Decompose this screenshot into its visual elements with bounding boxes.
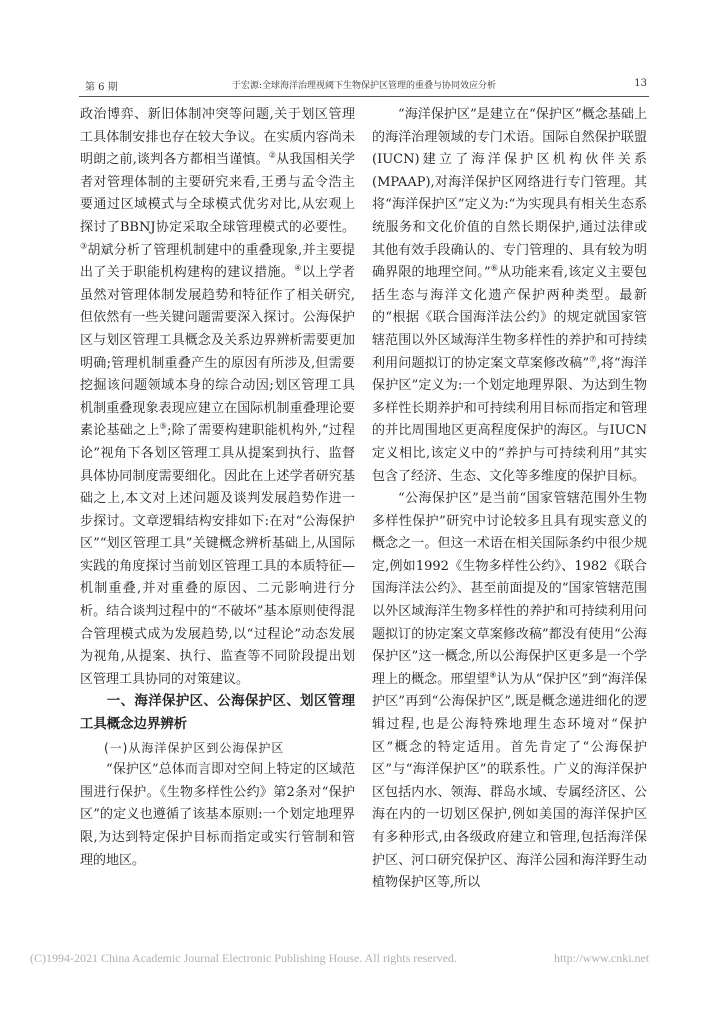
paragraph: 政治博弈、新旧体制冲突等问题,关于划区管理工具体制安排也存在较大争议。在实质内容尚未明朗之前,谈判各方都相当谨慎。②从我国相关学者对管理体制的主要研究来看,王勇与孟令浩主要通过区域模式与全球模式优劣对比,从宏观上探讨了BBNJ协定采取全球管理模式的必要性。③胡斌分析了管理机制建中的重叠现象,并主要提出了关于职能机构建构的建议措施。④以上学者虽然对管理体制发展趋势和特征作了相关研究,但依然有一些关键问题需要深入探讨。公海保护区与划区管理工具概念及关系边界辨析需要更加明确;管理机制重叠产生的原因有所涉及,但需要挖掘该问题领域本身的综合动因;划区管理工具机制重叠现象表现应建立在国际机制重叠理论要素论基础之上⑤;除了需要构建职能机构外,“过程论”视角下各划区管理工具从提案到执行、监督具体协同制度需要细化。因此在上述学者研究基础之上,本文对上述问题及谈判发展趋势作进一步探讨。文章逻辑结构安排如下:在对“公海保护区”“划区管理工具”关键概念辨析基础上,从国际实践的角度探讨当前划区管理工具的本质特征—机制重叠,并对重叠的原因、二元影响进行分析。结合谈判过程中的“不破坏”基本原则使得混合管理模式成为发展趋势,以“过程论”动态发展为视角,从提案、执行、监查等不同阶段提出划区管理工具协同的对策建议。 — [80, 107, 356, 687]
left-column — [80, 104, 355, 872]
right-column — [372, 104, 647, 895]
footnote-ref[interactable]: ③ — [80, 241, 88, 251]
copyright-footer — [30, 951, 690, 966]
paragraph: “公海保护区”是当前“国家管辖范围外生物多样性保护”研究中讨论较多且具有现实意义的概念之一。但这一术语在相关国际条约中很少规定,例如1992《生物多样性公约》、1982《联合国海洋法公约》、甚至前面提及的“国家管辖范围以外区域海洋生物多样性的养护和可持续利用问题拟订的协定案文草案修改稿”都没有使用“公海保护区”这一概念,所以公海保护区更多是一个学理上的概念。邢望望⑧认为从“保护区”到“海洋保护区”再到“公海保护区”,既是概念递进细化的逻辑过程,也是公海特殊地理生态环境对“保护区”概念的特定适用。首先肯定了“公海保护区”与“海洋保护区”的联系性。广义的海洋保护区包括内水、领海、群岛水域、专属经济区、公海在内的一切划区保护,例如美国的海洋保护区有多种形式,由各级政府建立和管理,包括海洋保护区、河口研究保护区、海洋公园和海洋野生动植物保护区等,所以 — [372, 491, 647, 891]
footnote-ref[interactable]: ⑧ — [489, 670, 497, 680]
page-header — [79, 76, 649, 94]
paragraph: “海洋保护区”是建立在“保护区”概念基础上的海洋治理领域的专门术语。国际自然保护联盟(IUCN)建立了海洋保护区机构伙伴关系(MPAAP),对海洋保护区网络进行专门管理。其将“海洋保护区”定义为:“为实现具有相关生态系统服务和文化价值的自然长期保护,通过法律或其他有效手段确认的、专门管理的、具有较为明确界限的地理空间。”⑥从功能来看,该定义主要包括生态与海洋文化遗产保护两种类型。最新的“根据《联合国海洋法公约》的规定就国家管辖范围以外区域海洋生物多样性的养护和可持续利用问题拟订的协定案文草案修改稿”⑦,将“海洋保护区”定义为:一个划定地理界限、为达到生物多样性长期养护和可持续利用目标而指定和管理的并比周围地区更高程度保护的海区。与IUCN定义相比,该定义中的“养护与可持续利用”其实包含了经济、生态、文化等多维度的保护目标。 — [372, 107, 648, 484]
footnote-ref[interactable]: ⑥ — [490, 263, 499, 273]
cnki-link[interactable]: http://www.cnki.net — [554, 951, 650, 965]
section-heading: 一、海洋保护区、公海保护区、划区管理工具概念边界辨析 — [80, 694, 355, 733]
copyright-text: (C)1994-2021 China Academic Journal Electronic Publishing House. All rights reserved. — [30, 951, 457, 965]
footnote-ref[interactable]: ② — [268, 150, 277, 160]
footnote-ref[interactable]: ④ — [294, 263, 302, 273]
issue-number: 第 6 期 — [85, 82, 118, 93]
header-rule — [79, 96, 649, 97]
subsection-heading: (一)从海洋保护区到公海保护区 — [104, 740, 285, 755]
paragraph: “保护区”总体而言即对空间上特定的区域范围进行保护。《生物多样性公约》第2条对“保护区”的定义也遵循了该基本原则:一个划定地理界限,为达到特定保护目标而指定或实行管制和管理的地区。 — [80, 762, 355, 868]
page-number: 13 — [634, 78, 647, 89]
footnote-ref[interactable]: ⑦ — [589, 354, 597, 364]
footnote-ref[interactable]: ⑤ — [159, 421, 168, 431]
running-title: 于宏源:全球海洋治理视阈下生物保护区管理的重叠与协同效应分析 — [231, 81, 497, 91]
